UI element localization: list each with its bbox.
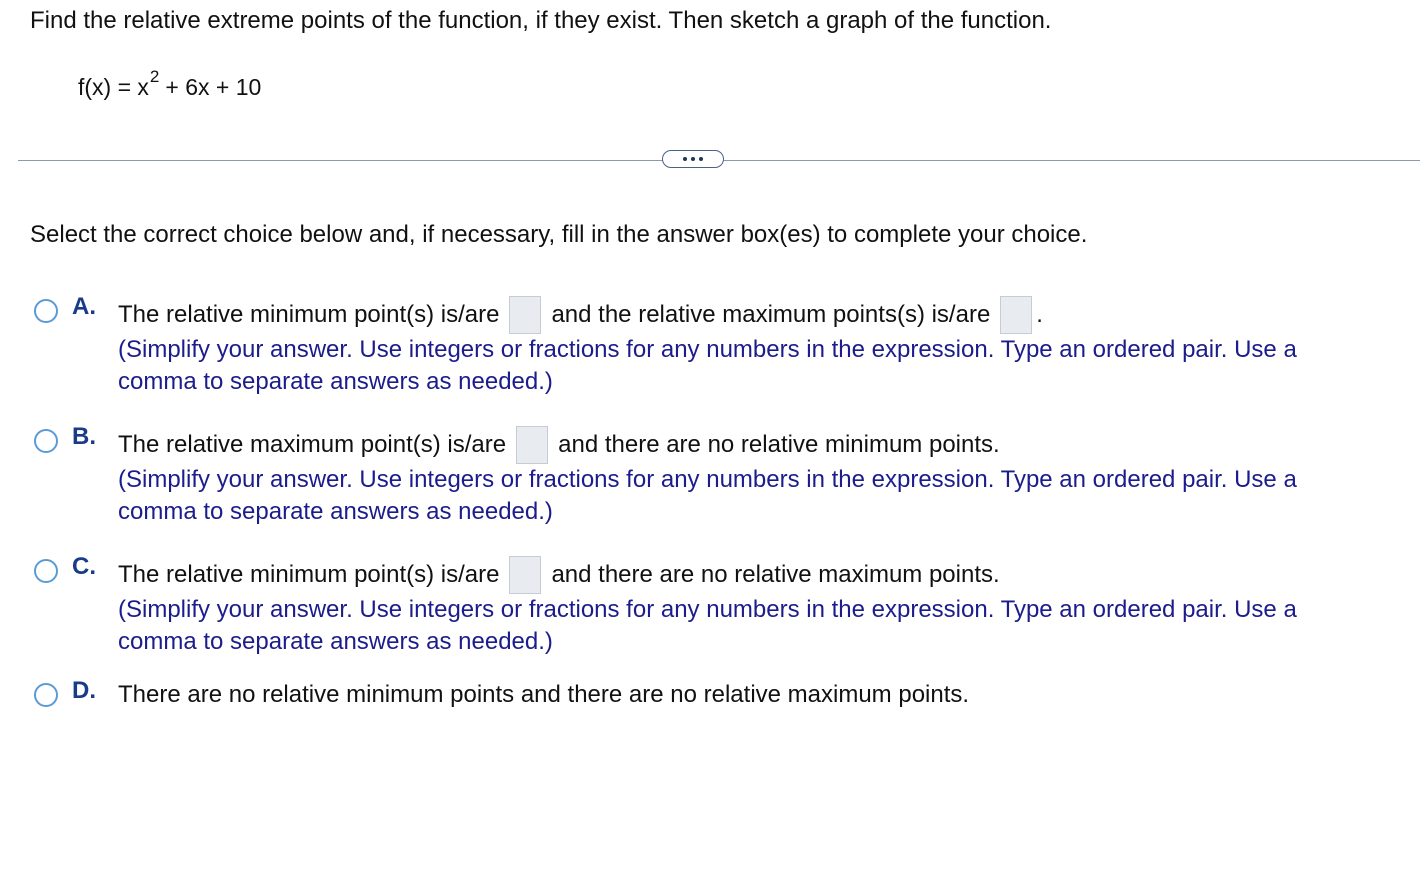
choice-a-letter: A. <box>72 293 96 320</box>
choice-b-max-answer-box[interactable] <box>516 426 548 464</box>
choice-c-text-1: The relative minimum point(s) is/are <box>118 561 500 588</box>
choice-b-statement <box>118 426 1000 464</box>
function-formula <box>78 67 262 102</box>
show-more-button[interactable] <box>662 150 724 168</box>
ellipsis-icon <box>691 157 695 161</box>
choice-d-text-1: There are no relative minimum points and there are no relative maximum points. <box>118 681 970 708</box>
choice-c-min-answer-box[interactable] <box>509 556 541 594</box>
choice-d-statement <box>118 680 969 710</box>
choice-a-hint-line-1: (Simplify your answer. Use integers or fractions for any numbers in the expression. Type an ordered pair. Use a <box>118 336 1297 363</box>
choice-c-radio[interactable] <box>34 559 58 583</box>
instructions-text: Select the correct choice below and, if necessary, fill in the answer box(es) to complete your choice. <box>30 221 1088 248</box>
choice-b-radio[interactable] <box>34 429 58 453</box>
function-lhs: f(x) = x <box>78 74 149 100</box>
choice-c-letter: C. <box>72 553 96 580</box>
choice-a-statement <box>118 296 1043 334</box>
function-rhs: + 6x + 10 <box>165 74 262 100</box>
choice-b-text-2: and there are no relative minimum points. <box>558 431 1000 458</box>
choice-a-text-3: . <box>1036 301 1043 328</box>
choice-a-hint-line-2: comma to separate answers as needed.) <box>118 368 553 395</box>
choice-c-statement <box>118 556 1000 594</box>
choice-d-letter: D. <box>72 677 96 704</box>
choice-d-radio[interactable] <box>34 683 58 707</box>
ellipsis-icon <box>699 157 703 161</box>
function-exponent: 2 <box>149 67 160 87</box>
choice-b-text-1: The relative maximum point(s) is/are <box>118 431 507 458</box>
choice-b-letter: B. <box>72 423 96 450</box>
choice-c-hint-line-2: comma to separate answers as needed.) <box>118 628 553 655</box>
choice-a-min-answer-box[interactable] <box>509 296 541 334</box>
choice-b-hint-line-2: comma to separate answers as needed.) <box>118 498 553 525</box>
choice-b-hint-line-1: (Simplify your answer. Use integers or fractions for any numbers in the expression. Type an ordered pair. Use a <box>118 466 1297 493</box>
choice-c-hint-line-1: (Simplify your answer. Use integers or fractions for any numbers in the expression. Type an ordered pair. Use a <box>118 596 1297 623</box>
ellipsis-icon <box>683 157 687 161</box>
choice-a-max-answer-box[interactable] <box>1000 296 1032 334</box>
choice-a-radio[interactable] <box>34 299 58 323</box>
choice-c-text-2: and there are no relative maximum points. <box>551 561 1000 588</box>
choice-a-text-1: The relative minimum point(s) is/are <box>118 301 500 328</box>
choice-a-text-2: and the relative maximum points(s) is/are <box>551 301 991 328</box>
question-prompt: Find the relative extreme points of the function, if they exist. Then sketch a graph of the function. <box>30 7 1052 34</box>
